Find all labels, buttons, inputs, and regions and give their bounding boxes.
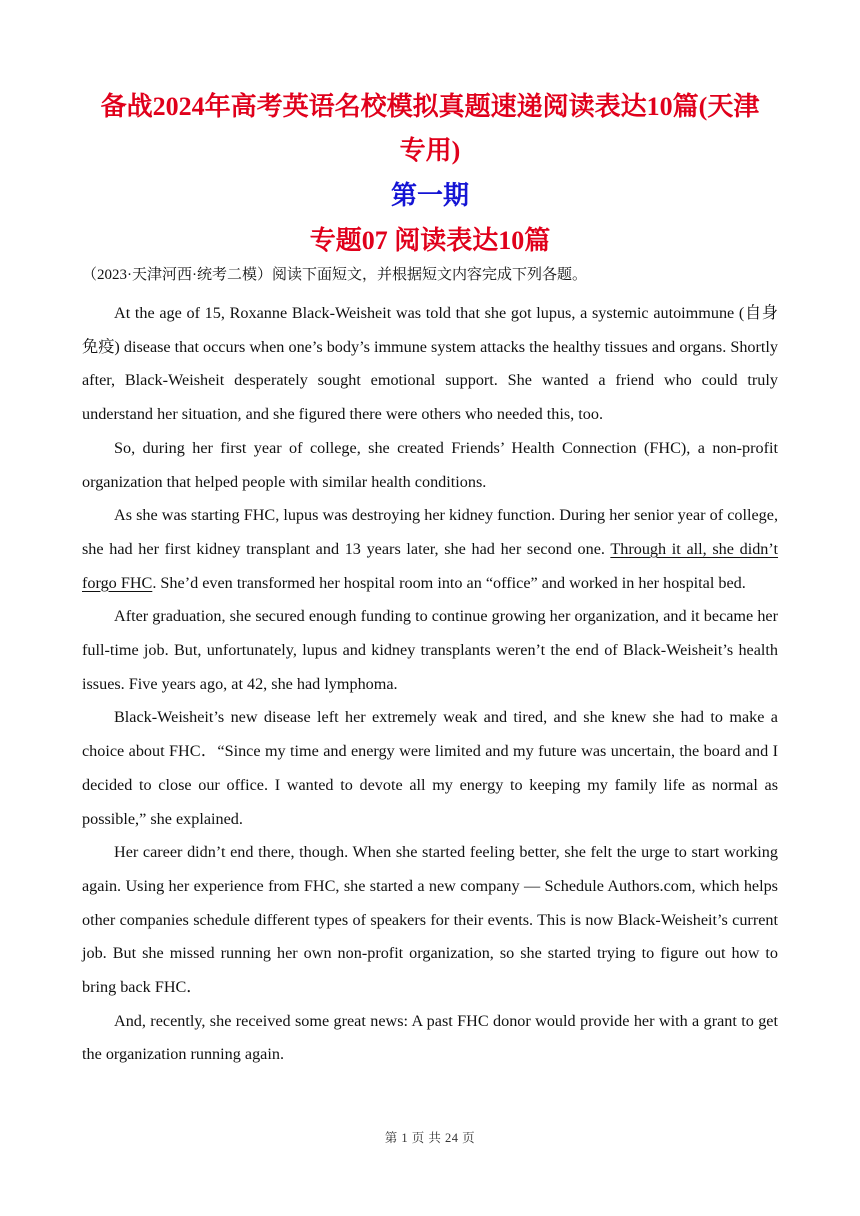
- issue-heading: 第一期: [390, 181, 469, 210]
- reading-passage: [82, 297, 778, 1072]
- passage-paragraph-6: Her career didn’t end there, though. When she started feeling better, she felt the urge to start working again. Using her experience from FHC, she started a new company — Schedule Authors.com, which helps other companies schedule different types of speakers for their events. This is now Black-Weisheit’s current job. But she missed running her own non-profit organization, so she started trying to figure out how to bring back FHC．: [82, 843, 778, 997]
- paragraph-3-text-after: . She’d even transformed her hospital room into an “office” and worked in her hospital bed.: [152, 573, 746, 592]
- document-title-line1: 备战2024年高考英语名校模拟真题速递阅读表达10篇(天津: [100, 92, 760, 121]
- passage-paragraph-5: Black-Weisheit’s new disease left her extremely weak and tired, and she knew she had to make a choice about FHC．“Since my time and energy were limited and my future was uncertain, the board and I decided to close our office. I wanted to devote all my energy to keeping my family life as normal as possible,” she explained.: [82, 708, 778, 828]
- paragraph-3-text-before: As she was starting FHC, lupus was destroying her kidney function. During her senior year of college, she had her first kidney transplant and 13 years later, she had her second one.: [82, 506, 778, 558]
- passage-paragraph-7: And, recently, she received some great news: A past FHC donor would provide her with a grant to get the organization running again.: [82, 1011, 778, 1064]
- passage-paragraph-3: [82, 499, 778, 600]
- page-number-footer: 第 1 页 共 24 页: [384, 1131, 476, 1145]
- underlined-sentence: Through it all, she didn’t forgo FHC: [82, 539, 779, 592]
- topic-heading: 专题07 阅读表达10篇: [309, 226, 551, 255]
- document-title-line2: 专用): [399, 136, 461, 165]
- question-source-line: （2023·天津河西·统考二模）阅读下面短文，并根据短文内容完成下列各题。: [82, 267, 587, 283]
- passage-paragraph-1: At the age of 15, Roxanne Black-Weisheit was told that she got lupus, a systemic autoimmune (自身免疫) disease that occurs when one’s body’s immune system attacks the healthy tissues and organs. Shortly after, Black-Weisheit desperately sought emotional support. She wanted a friend who could truly understand her situation, and she figured there were others who needed this, too.: [82, 304, 778, 424]
- passage-paragraph-4: After graduation, she secured enough funding to continue growing her organization, and it became her full-time job. But, unfortunately, lupus and kidney transplants weren’t the end of Black-Weisheit’s health issues. Five years ago, at 42, she had lymphoma.: [82, 607, 778, 693]
- passage-paragraph-2: So, during her first year of college, she created Friends’ Health Connection (FHC), a non-profit organization that helped people with similar health conditions.: [82, 438, 778, 491]
